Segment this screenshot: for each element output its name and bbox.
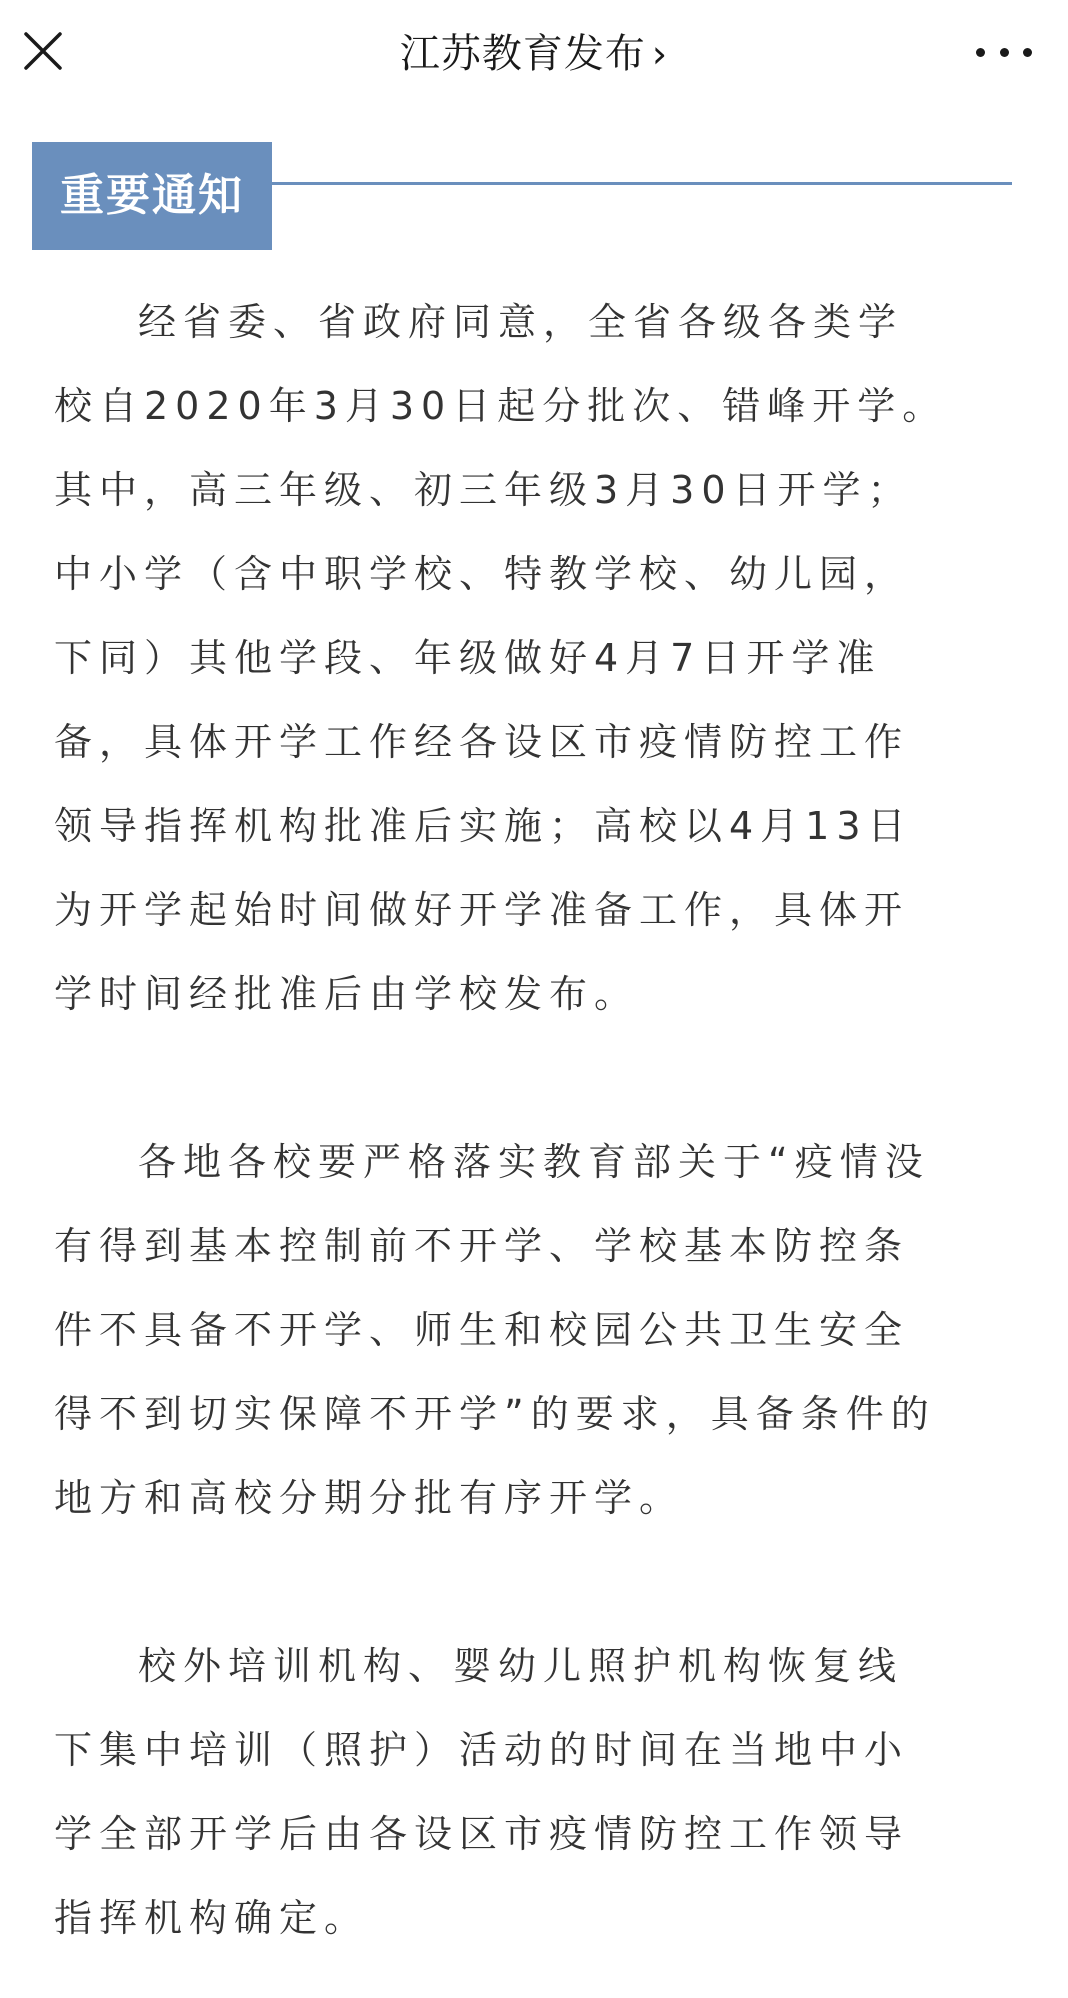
text-line: 有得到基本控制前不开学、学校基本防控条 [54,1224,910,1268]
text-line: 指挥机构确定。 [54,1896,370,1940]
text-line: 下同）其他学段、年级做好4月7日开学准 [54,636,882,680]
section-divider [272,182,1012,185]
more-dots-icon [1000,48,1009,57]
text-line: 其中，高三年级、初三年级3月30日开学； [54,468,913,512]
text-line: 得不到切实保障不开学”的要求，具备条件的 [54,1392,936,1436]
text-line: 地方和高校分期分批有序开学。 [54,1476,685,1520]
section-header [32,142,1022,250]
text-line: 领导指挥机构批准后实施；高校以4月13日 [54,804,913,848]
text-line: 各地各校要严格落实教育部关于“疫情没 [138,1140,930,1184]
text-line: 校自2020年3月30日起分批次、错峰开学。 [54,384,948,428]
text-line: 为开学起始时间做好开学准备工作，具体开 [54,888,910,932]
text-line: 学全部开学后由各设区市疫情防控工作领导 [54,1812,910,1856]
text-line: 备，具体开学工作经各设区市疫情防控工作 [54,720,910,764]
more-options-button[interactable] [976,40,1032,64]
text-line: 经省委、省政府同意，全省各级各类学 [138,300,904,344]
article-body [54,280,1014,1960]
account-title-link[interactable] [400,26,668,82]
more-dots-icon [1023,48,1032,57]
text-line: 校外培训机构、婴幼儿照护机构恢复线 [138,1644,904,1688]
paragraph-spacer [54,1036,1014,1120]
section-label: 重要通知 [32,142,272,250]
paragraph-spacer [54,1540,1014,1624]
text-line: 中小学（含中职学校、特教学校、幼儿园， [54,552,910,596]
text-line: 下集中培训（照护）活动的时间在当地中小 [54,1728,910,1772]
top-bar [0,0,1068,108]
text-line: 学时间经批准后由学校发布。 [54,972,640,1016]
chevron-right-icon: › [651,32,669,76]
more-dots-icon [976,48,985,57]
text-line: 件不具备不开学、师生和校园公共卫生安全 [54,1308,910,1352]
paragraph-2 [54,1120,1014,1540]
account-title: 江苏教育发布 [399,31,646,77]
paragraph-1 [54,280,1014,1036]
paragraph-3 [54,1624,1014,1960]
